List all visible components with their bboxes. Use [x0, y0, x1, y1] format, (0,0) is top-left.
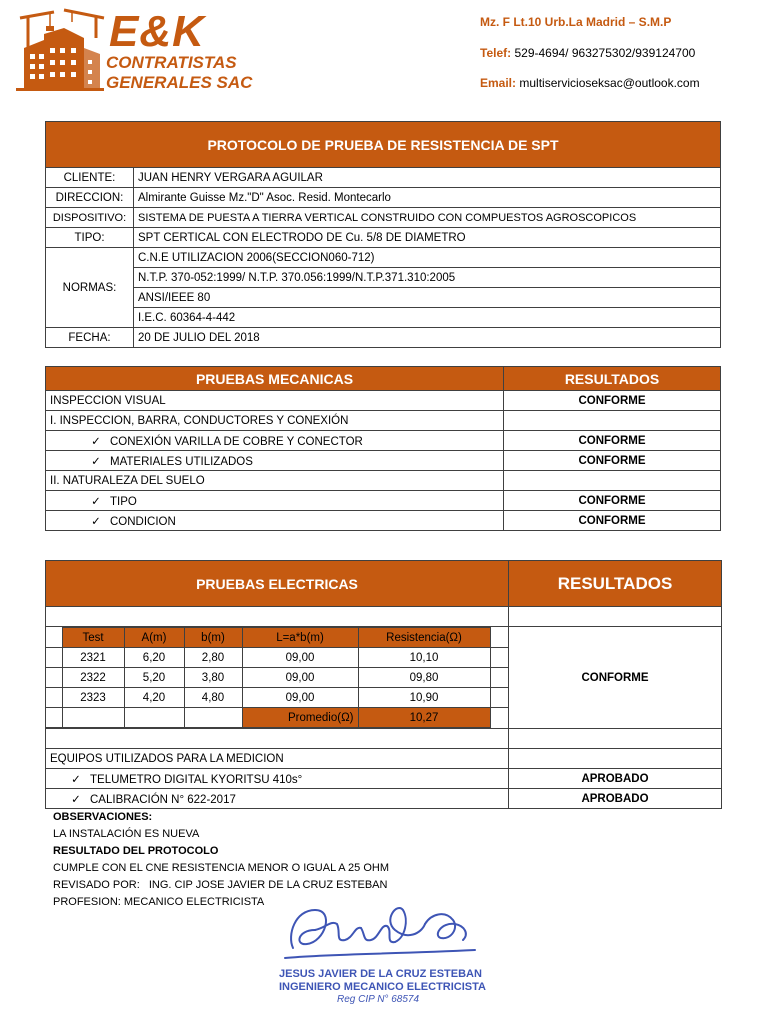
- promedio-value: 10,27: [358, 708, 490, 728]
- stamp-name: JESUS JAVIER DE LA CRUZ ESTEBAN: [279, 968, 482, 980]
- mechanical-test-result: [504, 411, 721, 431]
- checkmark-icon: ✓: [91, 495, 101, 508]
- measurement-cell: 2,80: [184, 648, 242, 668]
- normas-item: ANSI/IEEE 80: [134, 288, 721, 308]
- electrical-results-header: RESULTADOS: [509, 561, 722, 607]
- dispositivo-value: SISTEMA DE PUESTA A TIERRA VERTICAL CONSTRUIDO CON COMPUESTOS AGROSCOPICOS: [134, 208, 721, 228]
- cliente-label: CLIENTE:: [46, 168, 134, 188]
- mechanical-test-item: [46, 431, 504, 451]
- mechanical-test-label: TIPO: [110, 495, 137, 508]
- col-header: A(m): [124, 628, 184, 648]
- tipo-label: TIPO:: [46, 228, 134, 248]
- table-row: [46, 268, 721, 288]
- table-row: [46, 288, 721, 308]
- table-row: [46, 471, 721, 491]
- measurement-row: [46, 688, 508, 708]
- equipos-label: EQUIPOS UTILIZADOS PARA LA MEDICION: [46, 749, 509, 769]
- equipment-item: [46, 769, 509, 789]
- table-row: [46, 208, 721, 228]
- measurement-cell: 2322: [62, 668, 124, 688]
- protocol-title: PROTOCOLO DE PRUEBA DE RESISTENCIA DE SPT: [46, 122, 721, 168]
- mechanical-test-label: MATERIALES UTILIZADOS: [110, 455, 253, 468]
- measurements-table: [46, 627, 508, 728]
- mechanical-test-label: I. INSPECCION, BARRA, CONDUCTORES Y CONEXIÓN: [50, 414, 349, 427]
- measurement-row: [46, 648, 508, 668]
- mechanical-test-item: [46, 391, 504, 411]
- table-row: [46, 789, 722, 809]
- direccion-value: Almirante Guisse Mz."D" Asoc. Resid. Montecarlo: [134, 188, 721, 208]
- mechanical-test-item: [46, 411, 504, 431]
- table-row: [46, 248, 721, 268]
- mechanical-test-result: CONFORME: [504, 391, 721, 411]
- table-row: [46, 328, 721, 348]
- mechanical-test-label: INSPECCION VISUAL: [50, 394, 166, 407]
- col-header: L=a*b(m): [242, 628, 358, 648]
- handwritten-signature-icon: [245, 880, 505, 970]
- mechanical-test-result: CONFORME: [504, 491, 721, 511]
- building-crane-icon: [14, 8, 106, 92]
- checkmark-icon: ✓: [71, 773, 81, 786]
- checkmark-icon: ✓: [91, 515, 101, 528]
- equipment-name: CALIBRACIÓN N° 622-2017: [90, 793, 236, 806]
- table-row: [46, 228, 721, 248]
- company-logo: [14, 8, 254, 94]
- checkmark-icon: ✓: [91, 455, 101, 468]
- cliente-value: JUAN HENRY VERGARA AGUILAR: [134, 168, 721, 188]
- electrical-tests-table: [45, 560, 722, 809]
- promedio-label: Promedio(Ω): [242, 708, 358, 728]
- revisado-label: REVISADO POR:: [53, 879, 140, 891]
- company-logo-line1: CONTRATISTAS: [106, 53, 237, 72]
- resultado-text: CUMPLE CON EL CNE RESISTENCIA MENOR O IGUAL A 25 OHM: [53, 862, 389, 874]
- measurement-cell: 3,80: [184, 668, 242, 688]
- measurement-cell: 09,00: [242, 648, 358, 668]
- fecha-label: FECHA:: [46, 328, 134, 348]
- normas-item: N.T.P. 370-052:1999/ N.T.P. 370.056:1999/N.T.P.371.310:2005: [134, 268, 721, 288]
- fecha-value: 20 DE JULIO DEL 2018: [134, 328, 721, 348]
- email-line: [480, 69, 760, 97]
- measurement-cell: 5,20: [124, 668, 184, 688]
- measurement-cell: 4,20: [124, 688, 184, 708]
- mechanical-test-result: CONFORME: [504, 451, 721, 471]
- table-row: [46, 491, 721, 511]
- email-label: Email:: [480, 76, 517, 90]
- signature-stamp: [245, 880, 505, 1020]
- measurement-cell: 2321: [62, 648, 124, 668]
- profesion-text: PROFESION: MECANICO ELECTRICISTA: [53, 896, 265, 908]
- measurement-cell: 2323: [62, 688, 124, 708]
- table-row: [46, 411, 721, 431]
- resultado-label: RESULTADO DEL PROTOCOLO: [53, 845, 219, 857]
- table-row: [46, 168, 721, 188]
- normas-item: C.N.E UTILIZACION 2006(SECCION060-712): [134, 248, 721, 268]
- electrical-tests-header: PRUEBAS ELECTRICAS: [46, 561, 509, 607]
- equipment-result: APROBADO: [509, 769, 722, 789]
- table-row: [46, 391, 721, 411]
- direccion-label: DIRECCION:: [46, 188, 134, 208]
- email-value: multiservicioseksac@outlook.com: [519, 76, 700, 90]
- contact-block: [480, 8, 760, 97]
- measurements-cell: [46, 627, 509, 729]
- dispositivo-label: DISPOSITIVO:: [46, 208, 134, 228]
- equipment-item: [46, 789, 509, 809]
- mechanical-test-item: [46, 511, 504, 531]
- col-header: Test: [62, 628, 124, 648]
- company-logo-title: E&K: [109, 7, 205, 56]
- protocol-info-table: [45, 121, 721, 348]
- tipo-value: SPT CERTICAL CON ELECTRODO DE Cu. 5/8 DE DIAMETRO: [134, 228, 721, 248]
- phone-line: [480, 39, 760, 67]
- mechanical-test-label: II. NATURALEZA DEL SUELO: [50, 474, 205, 487]
- observaciones-label: OBSERVACIONES:: [53, 811, 153, 823]
- company-address: Mz. F Lt.10 Urb.La Madrid – S.M.P: [480, 15, 672, 29]
- stamp-title: INGENIERO MECANICO ELECTRICISTA: [279, 981, 486, 993]
- stamp-reg: Reg CIP N° 68574: [337, 994, 420, 1005]
- mechanical-results-header: RESULTADOS: [504, 367, 721, 391]
- company-logo-line2: GENERALES SAC: [106, 73, 253, 92]
- mechanical-tests-header: PRUEBAS MECANICAS: [46, 367, 504, 391]
- col-header: b(m): [184, 628, 242, 648]
- revisado-value: ING. CIP JOSE JAVIER DE LA CRUZ ESTEBAN: [148, 879, 388, 891]
- col-header: Resistencia(Ω): [358, 628, 490, 648]
- checkmark-icon: ✓: [91, 435, 101, 448]
- phone-value: 529-4694/ 963275302/939124700: [514, 46, 696, 60]
- measurement-cell: 4,80: [184, 688, 242, 708]
- measurement-cell: 09,00: [242, 688, 358, 708]
- mechanical-tests-table: [45, 366, 721, 531]
- table-row: [46, 308, 721, 328]
- equipment-result: APROBADO: [509, 789, 722, 809]
- table-row: [46, 451, 721, 471]
- mechanical-test-result: [504, 471, 721, 491]
- observaciones-text: LA INSTALACIÓN ES NUEVA: [53, 828, 200, 840]
- mechanical-test-item: [46, 471, 504, 491]
- table-row: [46, 188, 721, 208]
- mechanical-test-item: [46, 451, 504, 471]
- measurement-cell: 09,00: [242, 668, 358, 688]
- normas-label: NORMAS:: [46, 248, 134, 328]
- mechanical-test-label: CONEXIÓN VARILLA DE COBRE Y CONECTOR: [110, 435, 363, 448]
- checkmark-icon: ✓: [71, 793, 81, 806]
- equipment-name: TELUMETRO DIGITAL KYORITSU 410s°: [90, 773, 303, 786]
- measurement-row: [46, 668, 508, 688]
- electrical-result: CONFORME: [509, 627, 722, 729]
- measurement-cell: 10,10: [358, 648, 490, 668]
- phone-label: Telef:: [480, 46, 512, 60]
- mechanical-test-item: [46, 491, 504, 511]
- table-row: [46, 769, 722, 789]
- mechanical-test-result: CONFORME: [504, 431, 721, 451]
- normas-item: I.E.C. 60364-4-442: [134, 308, 721, 328]
- measurement-cell: 6,20: [124, 648, 184, 668]
- table-row: [46, 431, 721, 451]
- measurement-cell: 09,80: [358, 668, 490, 688]
- mechanical-test-result: CONFORME: [504, 511, 721, 531]
- table-row: [46, 749, 722, 769]
- table-row: [46, 511, 721, 531]
- measurement-cell: 10,90: [358, 688, 490, 708]
- mechanical-test-label: CONDICION: [110, 515, 176, 528]
